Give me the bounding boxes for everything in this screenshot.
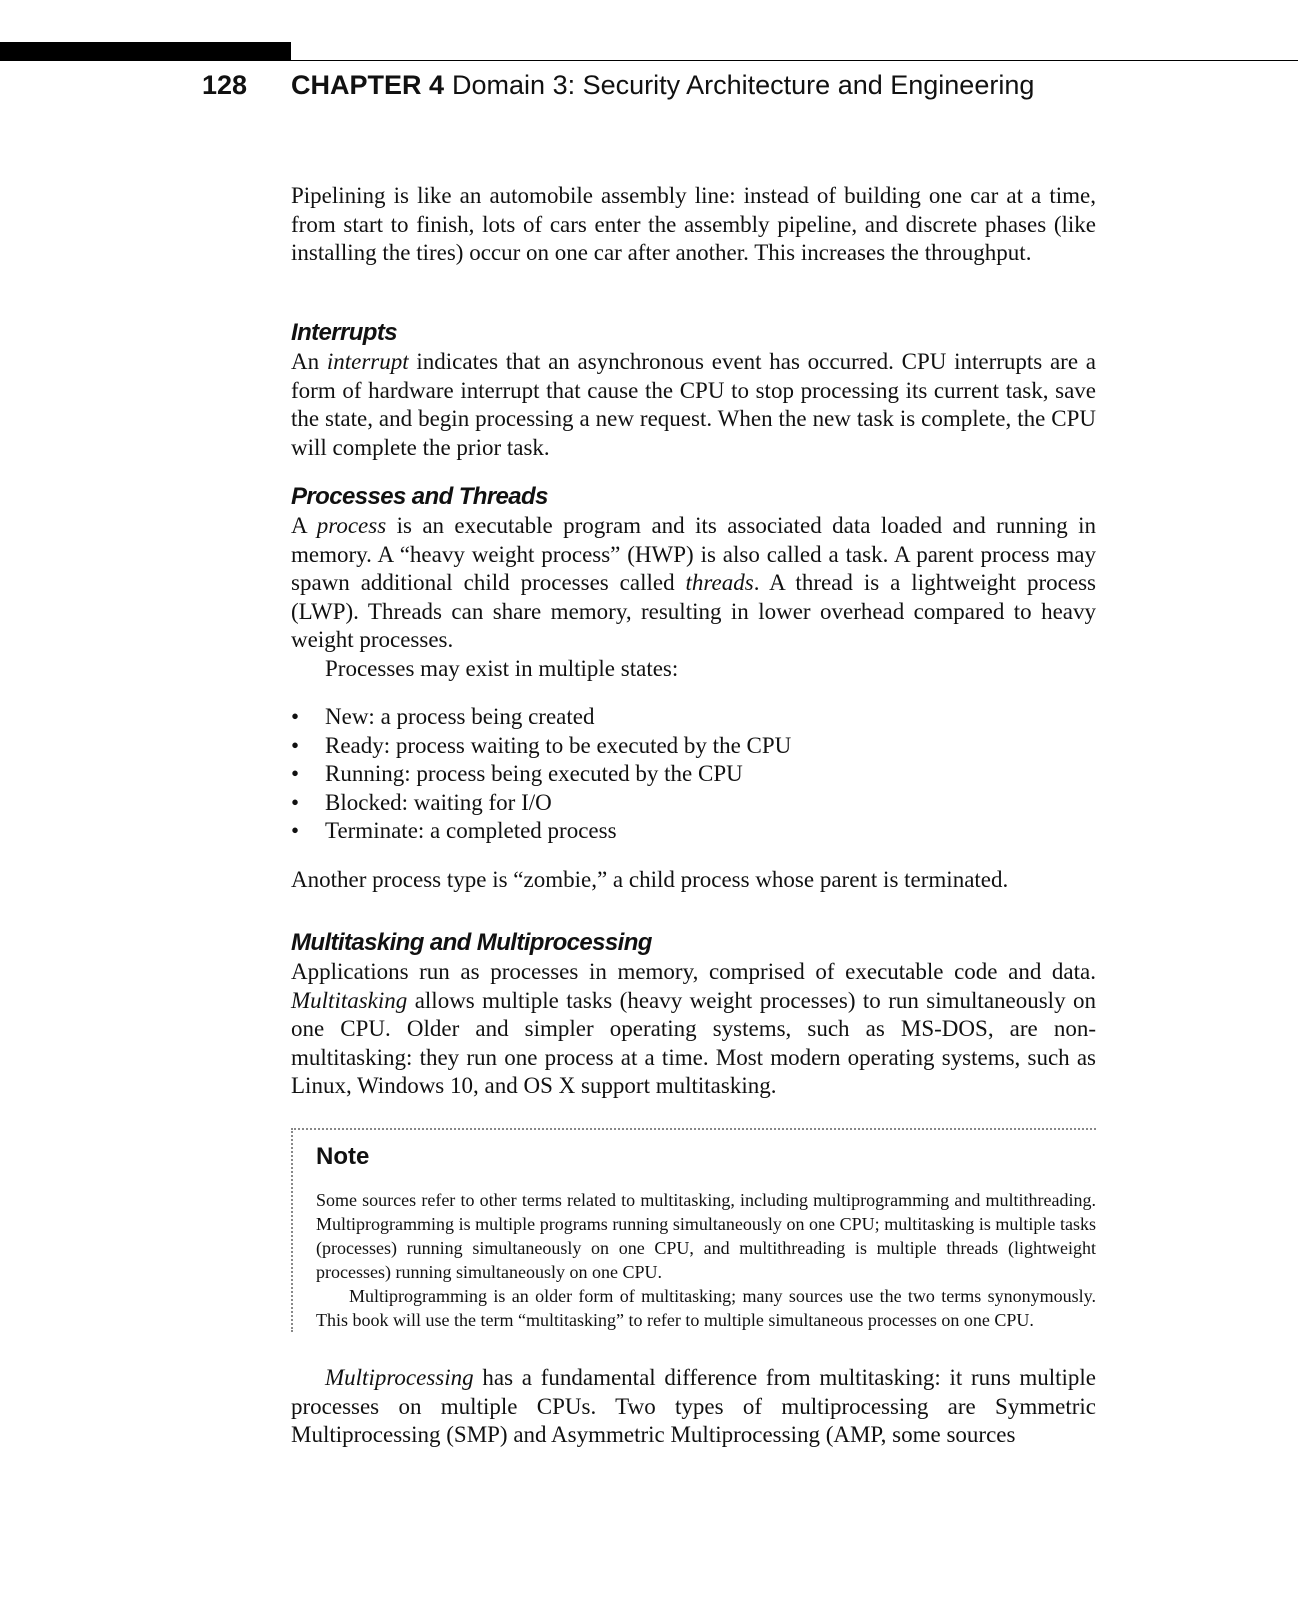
list-item-text: New: a process being created bbox=[325, 704, 595, 729]
text-run: has a fundamental difference from multitasking: it runs multiple processes on multiple CPUs. Two types of multiprocessing are Symmetric Multiprocessing (SMP) and Asymmetric Multiprocessing (AMP, some sources bbox=[291, 1365, 1096, 1447]
zombie-paragraph: Another process type is “zombie,” a child process whose parent is terminated. bbox=[291, 866, 1009, 892]
section-multiprocessing bbox=[291, 1364, 1096, 1450]
text-run: allows multiple tasks (heavy weight processes) to run simultaneously on one CPU. Older and simpler operating systems, such as MS-DOS, are non-multitasking: they run one process at a time. Most modern operating systems, such as Linux, Windows 10, and OS X support multitasking. bbox=[291, 987, 1096, 1098]
note-paragraph: Some sources refer to other terms related to multitasking, including multiprogramming and multithreading. Multiprogramming is multiple programs running simultaneously on one CPU; multitasking is multiple tasks (processes) running simultaneously on one CPU, and multithreading is multiple threads (lightweight processes) running simultaneously on one CPU. bbox=[316, 1190, 1096, 1282]
chapter-label: CHAPTER 4 bbox=[291, 70, 445, 100]
term-threads: threads bbox=[685, 570, 754, 595]
running-head bbox=[291, 70, 1034, 101]
text-run: indicates that an asynchronous event has occurred. CPU interrupts are a form of hardware interrupt that cause the CPU to stop processing its current task, save the state, and begin processing a new request. When the new task is complete, the CPU will complete the prior task. bbox=[291, 349, 1096, 460]
list-item bbox=[291, 817, 1096, 846]
term-interrupt: interrupt bbox=[326, 349, 409, 374]
processes-paragraph bbox=[291, 512, 1096, 655]
term-process: process bbox=[316, 513, 387, 538]
note-body bbox=[316, 1188, 1096, 1332]
heading-interrupts: Interrupts bbox=[291, 319, 398, 346]
section-interrupts bbox=[291, 318, 1096, 462]
list-item bbox=[291, 703, 1096, 732]
note-paragraph: Multiprogramming is an older form of multitasking; many sources use the two terms synonymously. This book will use the term “multitasking” to refer to multiple simultaneous processes on one CPU. bbox=[316, 1286, 1096, 1330]
heading-multitasking: Multitasking and Multiprocessing bbox=[291, 929, 652, 956]
note-title: Note bbox=[316, 1143, 370, 1170]
header-bar-thick bbox=[0, 42, 291, 61]
section-processes bbox=[291, 482, 1096, 894]
text-run: is an executable program and its associated data loaded and running in memory. A “heavy weight process” (HWP) is also called a task. A parent process may spawn additional child processes called bbox=[291, 513, 1096, 595]
interrupts-paragraph bbox=[291, 348, 1096, 462]
bullet-icon: • bbox=[291, 761, 300, 786]
term-multitasking: Multitasking bbox=[291, 987, 408, 1013]
list-item-text: Terminate: a completed process bbox=[325, 818, 617, 843]
list-item bbox=[291, 789, 1096, 818]
intro-paragraph: Pipelining is like an automobile assembly line: instead of building one car at a time, from start to finish, lots of cars enter the assembly pipeline, and discrete phases (like installing the tires) occur on one car after another. This increases the throughput. bbox=[291, 183, 1096, 265]
chapter-title: Domain 3: Security Architecture and Engineering bbox=[452, 70, 1035, 100]
page-number: 128 bbox=[202, 70, 248, 100]
bullet-icon: • bbox=[291, 732, 300, 758]
text-run: Applications run as processes in memory, comprised of executable code and data. bbox=[291, 959, 1096, 984]
header-rule bbox=[291, 60, 1298, 61]
bullet-icon: • bbox=[291, 789, 300, 815]
intro-paragraph-block bbox=[291, 182, 1096, 268]
text-run: An bbox=[291, 349, 327, 374]
list-item-text: Running: process being executed by the CPU bbox=[325, 761, 743, 786]
term-multiprocessing: Multiprocessing bbox=[325, 1365, 474, 1390]
multiprocessing-paragraph bbox=[291, 1364, 1096, 1450]
process-states-list bbox=[291, 703, 1096, 846]
bullet-icon: • bbox=[291, 704, 300, 729]
bullet-icon: • bbox=[291, 818, 300, 843]
list-item-text: Blocked: waiting for I/O bbox=[325, 789, 552, 815]
states-intro: Processes may exist in multiple states: bbox=[325, 655, 679, 681]
heading-processes-threads: Processes and Threads bbox=[291, 483, 548, 510]
text-run: . A thread is a lightweight process (LWP). Threads can share memory, resulting in lower overhead compared to heavy weight processes. bbox=[291, 570, 1096, 652]
text-run: A bbox=[291, 513, 317, 538]
multitasking-paragraph bbox=[291, 958, 1096, 1101]
list-item bbox=[291, 760, 1096, 789]
list-item bbox=[291, 732, 1096, 761]
list-item-text: Ready: process waiting to be executed by the CPU bbox=[325, 732, 792, 758]
section-multitasking bbox=[291, 928, 1096, 1101]
